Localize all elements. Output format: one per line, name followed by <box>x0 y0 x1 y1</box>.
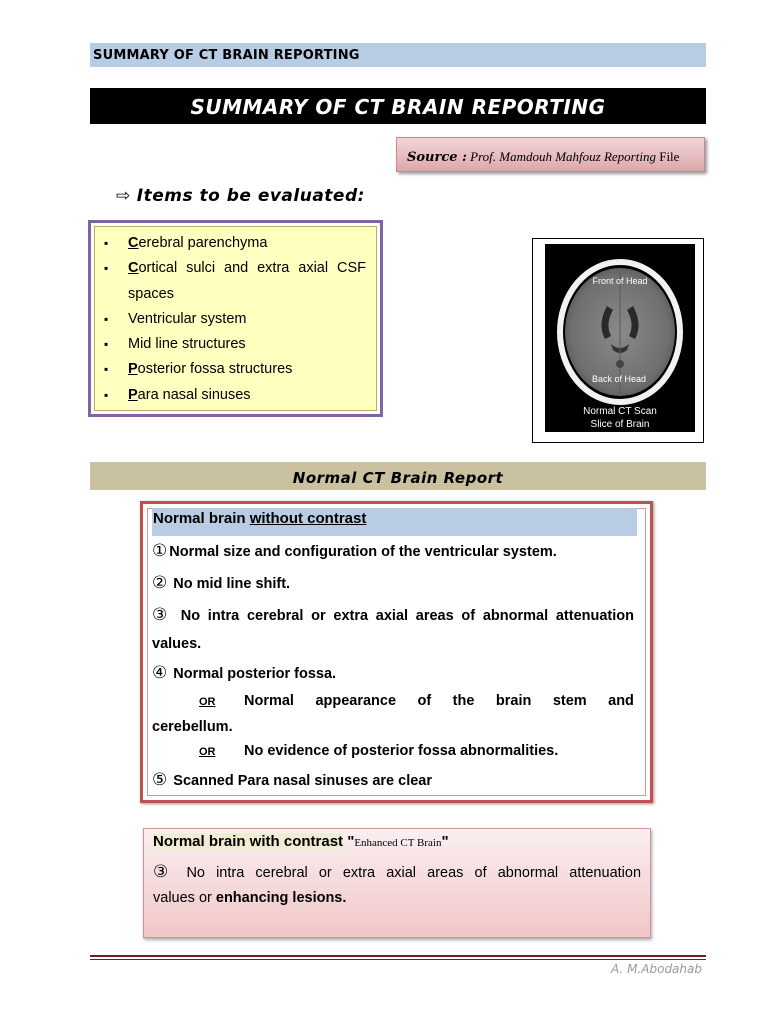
number-marker: ④ <box>152 663 168 682</box>
contrast-box <box>143 828 651 938</box>
items-box <box>88 220 383 417</box>
list-item <box>95 231 376 256</box>
ct-image-frame <box>532 238 704 443</box>
report-text: No intra cerebral or extra axial areas of abnormal attenuation <box>180 608 634 624</box>
report-heading <box>152 508 637 536</box>
or-text: No evidence of posterior fossa abnormalities. <box>244 743 559 759</box>
image-caption-line2: Slice of Brain <box>590 419 650 430</box>
items-heading-text: Items to be evaluated: <box>136 186 365 206</box>
number-marker: ⑤ <box>152 770 168 789</box>
arrow-right-icon: ⇨ <box>116 186 131 206</box>
label-front: Front of Head <box>592 276 648 286</box>
contrast-heading <box>153 833 449 850</box>
list-item <box>95 332 376 357</box>
label-back: Back of Head <box>591 374 647 384</box>
list-item <box>95 383 376 408</box>
initial-letter: C <box>128 235 139 251</box>
report-line <box>152 770 634 790</box>
report-box <box>140 501 653 803</box>
items-heading <box>116 186 365 206</box>
initial-letter: C <box>128 260 139 277</box>
source-name: Prof. Mamdouh Mahfouz Reporting <box>470 149 656 164</box>
report-line <box>152 719 634 735</box>
report-text: Normal posterior fossa. <box>173 666 337 682</box>
report-line <box>152 605 634 625</box>
quote-close: " <box>441 833 449 850</box>
or-label: OR <box>199 746 216 758</box>
item-text: Ventricular system <box>128 310 247 327</box>
contrast-subtitle: Enhanced CT Brain <box>354 837 442 849</box>
or-text: Normal appearance of the brain stem and <box>244 693 634 709</box>
contrast-heading-text: Normal brain with contrast <box>153 833 344 850</box>
contrast-bold-text: enhancing lesions. <box>215 890 347 906</box>
report-text: Scanned Para nasal sinuses are clear <box>173 773 433 789</box>
report-text: No mid line shift. <box>173 576 291 592</box>
report-line <box>152 541 634 561</box>
list-item <box>95 307 376 332</box>
items-list <box>95 227 376 408</box>
report-heading-prefix: Normal brain <box>153 510 250 527</box>
number-marker: ③ <box>152 605 171 624</box>
list-item <box>95 256 376 307</box>
source-box <box>396 137 705 172</box>
source-suffix: File <box>659 149 680 164</box>
ct-brain-image <box>545 244 695 432</box>
or-label: OR <box>199 696 216 708</box>
item-text: erebral parenchyma <box>138 235 268 251</box>
report-line <box>152 636 634 652</box>
report-text: Normal size and configuration of the ventricular system. <box>169 544 557 560</box>
section-title: Normal CT Brain Report <box>90 462 706 490</box>
contrast-line <box>153 890 641 906</box>
contrast-text: No intra cerebral or extra axial areas of abnormal attenuation <box>186 865 642 881</box>
number-marker: ② <box>152 573 168 592</box>
or-line <box>152 693 634 709</box>
header-strip: SUMMARY OF CT BRAIN REPORTING <box>90 43 706 67</box>
report-text: cerebellum. <box>152 719 233 735</box>
source-label: Source : <box>407 150 467 165</box>
or-line <box>152 743 634 759</box>
items-inner <box>94 226 377 411</box>
item-text: Mid line structures <box>128 336 246 353</box>
initial-letter: P <box>128 386 138 403</box>
footer-divider-thin <box>90 959 706 960</box>
contrast-line <box>153 862 641 882</box>
initial-letter: P <box>128 361 138 378</box>
report-line <box>152 663 634 683</box>
list-item <box>95 357 376 382</box>
report-heading-underlined: without contrast <box>249 510 367 527</box>
number-marker: ③ <box>153 862 176 881</box>
footer-author: A. M.Abodahab <box>611 962 702 976</box>
report-text: values. <box>152 636 202 652</box>
item-text: ara nasal sinuses <box>137 386 251 403</box>
footer-divider <box>90 955 706 957</box>
item-text: ortical sulci and extra axial CSF spaces <box>128 260 366 302</box>
contrast-text: values or <box>153 890 216 906</box>
item-text: osterior fossa structures <box>137 361 293 378</box>
number-marker: ① <box>152 541 168 560</box>
page-title: SUMMARY OF CT BRAIN REPORTING <box>90 88 706 124</box>
quote-open: " <box>343 833 355 850</box>
image-caption-line1: Normal CT Scan <box>583 406 657 417</box>
report-line <box>152 573 634 593</box>
ct-brain-drawing <box>545 244 695 432</box>
